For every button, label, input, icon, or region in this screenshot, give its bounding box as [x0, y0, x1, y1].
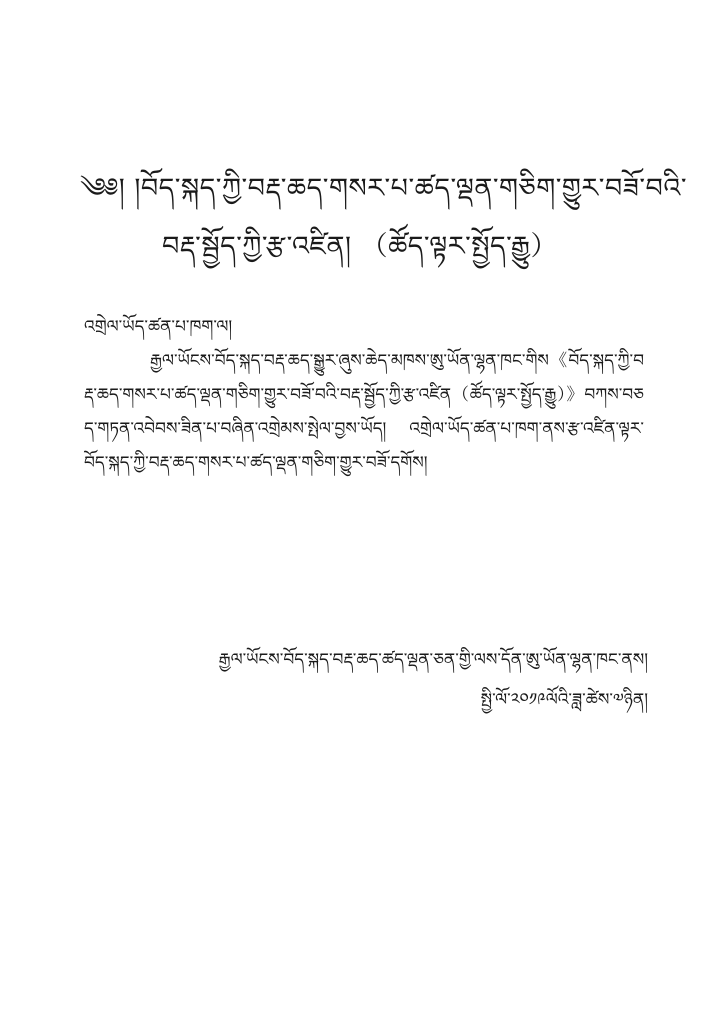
title-line-2: བརྡ་སྦྱོད་ཀྱི་རྩ་འཛིན། （ཚོད་ལྟར་སྤྱོད་རྒྱུ）: [162, 231, 558, 262]
preface-body: རྒྱལ་ཡོངས་བོད་སྐད་བརྡ་ཆད་སྒྱུར་ཞུས་ཆེད་མཁས་ཨུ་ཡོན་ལྷན་ཁང་གིས《བོད་སྐད་ཀྱི་བརྡ་ཆད་གསར་པ་ཚད་ལྡན་གཅིག་གྱུར་བཟོ་བའི་བརྡ་སྦྱོད་ཀྱི་རྩ་འཛིན（ཚོད་ལྟར་སྤྱོད་རྒྱུ）》བཀས་བཅད་གཏན་འབེབས་ཟིན་པ་བཞིན་འགྲེམས་སྤེལ་བྱས་ཡོད། འགྲེལ་ཡོད་ཚན་པ་ཁག་ནས་རྩ་འཛིན་ལྟར་བོད་སྐད་ཀྱི་བརྡ་ཆད་གསར་པ་ཚད་ལྡན་གཅིག་གྱུར་བཟོ་དགོས།: [84, 351, 644, 473]
signature-block: [88, 640, 648, 720]
signature-date: སྤྱི་ལོ་༢༠༡༩ལོའི་ཟླ་ཚེས་༧ཉིན།: [480, 690, 648, 710]
preface-heading: འགྲེལ་ཡོད་ཚན་པ་ཁག་ལ།: [84, 317, 233, 337]
signature-organization: རྒྱལ་ཡོངས་བོད་སྐད་བརྡ་ཆད་ཚད་ལྡན་ཅན་གྱི་ལས་དོན་ཨུ་ཡོན་ལྷན་ཁང་ནས།: [218, 650, 648, 670]
title-line-1: ༄༅། །བོད་སྐད་ཀྱི་བརྡ་ཆད་གསར་པ་ཚད་ལྡན་གཅིག་གྱུར་བཟོ་བའི་: [80, 173, 688, 204]
preface-section: [84, 310, 644, 480]
document-title: [80, 160, 688, 276]
